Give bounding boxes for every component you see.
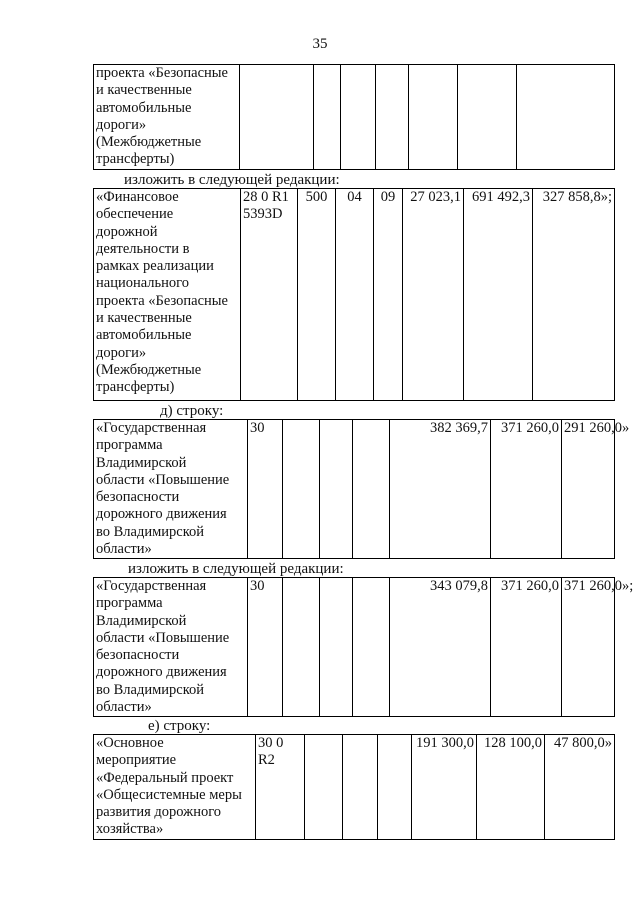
amount-year-3: 371 260,0»; [562, 578, 615, 717]
table-row [94, 420, 615, 559]
amount-year-3: 291 260,0» [562, 420, 615, 559]
amount-year-2: 371 260,0 [491, 578, 562, 717]
amount-year-2 [458, 65, 517, 170]
amount-year-1 [409, 65, 458, 170]
target-article-code: 30 0 R2 [256, 735, 305, 840]
amount-year-2: 691 492,3 [464, 189, 533, 401]
amount-year-1: 382 369,7 [390, 420, 491, 559]
expense-type-code [283, 578, 320, 717]
budget-row-table [93, 577, 634, 717]
subsection-code [353, 420, 390, 559]
section-code [343, 735, 378, 840]
amount-year-3 [517, 65, 615, 170]
subsection-code [353, 578, 390, 717]
row-description: «Государственная программа Владимирской области «Повышение безопасности дорожного движения во Владимирской области» [94, 420, 248, 559]
subsection-code: 09 [374, 189, 403, 401]
subsection-code [376, 65, 409, 170]
row-description: «Государственная программа Владимирской области «Повышение безопасности дорожного движения во Владимирской области» [94, 578, 248, 717]
instruction-caption: изложить в следующей редакции: [124, 172, 340, 188]
amount-year-2: 128 100,0 [477, 735, 545, 840]
subsection-code [378, 735, 412, 840]
section-code [320, 578, 353, 717]
row-description: «Финансовое обеспечение дорожной деятельности в рамках реализации национального проекта «Безопасные и качественные автомобильные дороги» (Межбюджетные трансферты) [94, 189, 241, 401]
amount-year-3: 327 858,8»; [533, 189, 615, 401]
instruction-caption: д) строку: [160, 403, 224, 419]
expense-type-code [314, 65, 341, 170]
target-article-code: 30 [248, 420, 283, 559]
section-code [320, 420, 353, 559]
target-article-code: 28 0 R1 5393D [241, 189, 298, 401]
expense-type-code: 500 [298, 189, 336, 401]
section-code: 04 [336, 189, 374, 401]
instruction-caption: изложить в следующей редакции: [128, 561, 344, 577]
table-row [94, 735, 615, 840]
section-code [341, 65, 376, 170]
page-number: 35 [312, 36, 328, 52]
amount-year-2: 371 260,0 [491, 420, 562, 559]
amount-year-1: 191 300,0 [412, 735, 477, 840]
row-description: «Основное мероприятие «Федеральный проект «Общесистемные меры развития дорожного хозяйства» [94, 735, 256, 840]
table-row [94, 578, 615, 717]
budget-row-table [93, 64, 615, 170]
table-row [94, 189, 615, 401]
budget-row-table [93, 419, 630, 559]
amount-year-1: 343 079,8 [390, 578, 491, 717]
amount-year-1: 27 023,1 [403, 189, 464, 401]
target-article-code: 30 [248, 578, 283, 717]
instruction-caption: е) строку: [148, 718, 211, 734]
target-article-code [240, 65, 314, 170]
amount-year-3: 47 800,0» [545, 735, 615, 840]
row-description: проекта «Безопасные и качественные автомобильные дороги» (Межбюджетные трансферты) [94, 65, 240, 170]
expense-type-code [305, 735, 343, 840]
budget-row-table [93, 734, 615, 840]
expense-type-code [283, 420, 320, 559]
budget-row-table [93, 188, 615, 401]
table-row [94, 65, 615, 170]
